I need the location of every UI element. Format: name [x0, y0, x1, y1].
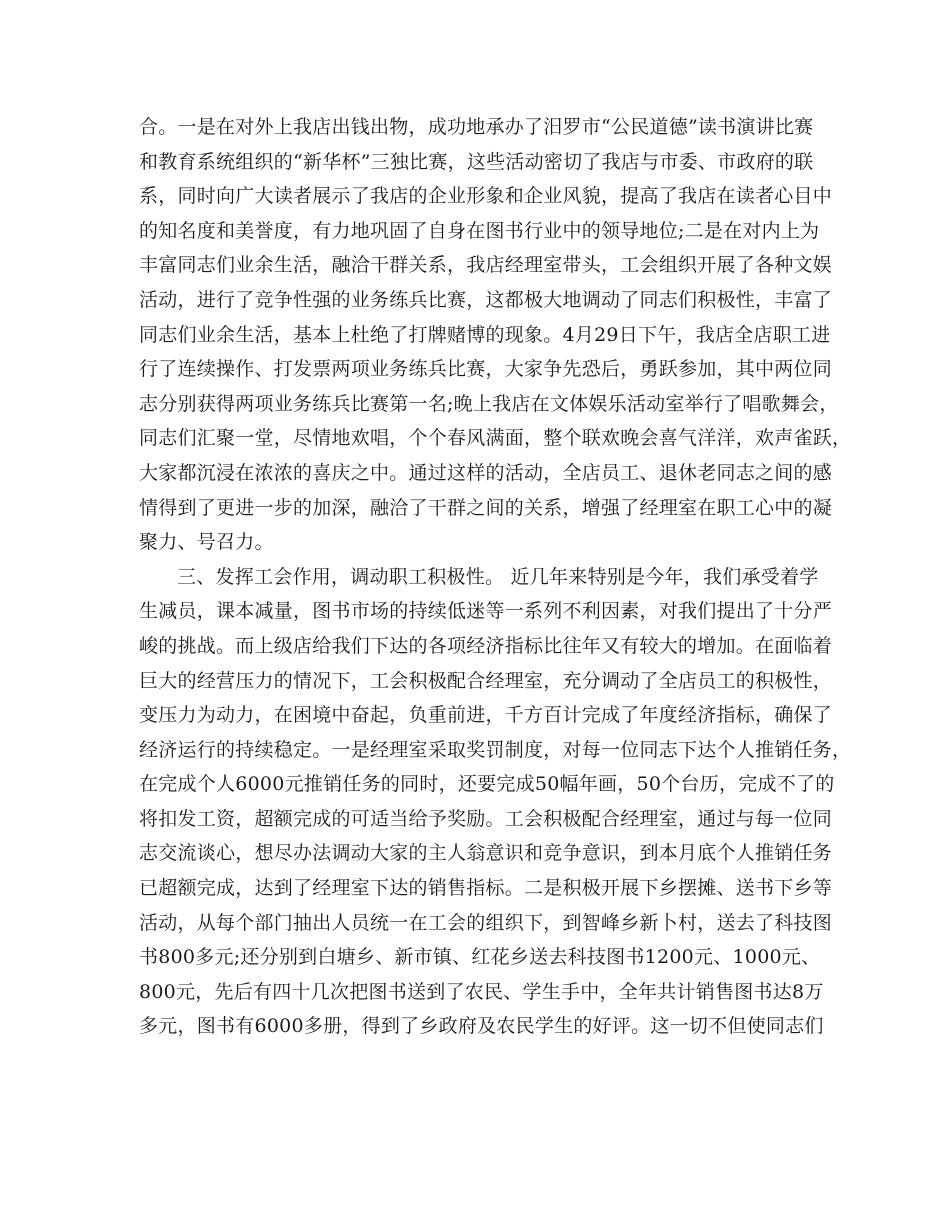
text-line: 多元，图书有6000多册，得到了乡政府及农民学生的好评。这一切不但使同志们 [139, 1015, 824, 1038]
text-line: 峻的挑战。而上级店给我们下达的各项经济指标比往年又有较大的增加。在面临着 [139, 634, 833, 657]
text-line: 聚力、号召力。 [139, 531, 274, 554]
text-line: 经济运行的持续稳定。一是经理室采取奖罚制度，对每一位同志下达个人推销任务， [139, 738, 852, 761]
text-line: 同志们汇聚一堂，尽情地欢唱，个个春风满面，整个联欢晚会喜气洋洋，欢声雀跃， [139, 427, 852, 450]
text-line: 800元，先后有四十几次把图书送到了农民、学生手中，全年共计销售图书达8万 [139, 980, 824, 1003]
text-line: 巨大的经营压力的情况下，工会积极配合经理室，充分调动了全店员工的积极性， [139, 669, 833, 692]
text-line: 书800多元;还分别到白塘乡、新市镇、红花乡送去科技图书1200元、1000元、 [139, 946, 821, 969]
paragraph-section-three [139, 560, 852, 1044]
text-line: 志交流谈心，想尽办法调动大家的主人翁意识和竞争意识，到本月底个人推销任务 [139, 842, 833, 865]
text-line: 系，同时向广大读者展示了我店的企业形象和企业风貌，提高了我店在读者心目中 [139, 185, 833, 208]
text-line: 同志们业余生活，基本上杜绝了打牌赌博的现象。4月29日下午，我店全店职工进 [139, 323, 831, 346]
text-line: 三、发挥工会作用，调动职工积极性。 近几年来特别是今年，我们承受着学 [177, 565, 819, 588]
text-line: 情得到了更进一步的加深，融洽了干群之间的关系，增强了经理室在职工心中的凝 [139, 496, 833, 519]
text-line: 在完成个人6000元推销任务的同时，还要完成50幅年画，50个台历，完成不了的 [139, 773, 835, 796]
text-line: 丰富同志们业余生活，融洽干群关系，我店经理室带头，工会组织开展了各种文娱 [139, 254, 833, 277]
text-line: 变压力为动力，在困境中奋起，负重前进，千方百计完成了年度经济指标，确保了 [139, 704, 833, 727]
paragraph-union-activities [139, 110, 852, 560]
text-line: 的知名度和美誉度，有力地巩固了自身在图书行业中的领导地位;二是在对内上为 [139, 219, 820, 242]
document-body [139, 110, 852, 1044]
text-line: 大家都沉浸在浓浓的喜庆之中。通过这样的活动，全店员工、退休老同志之间的感 [139, 461, 833, 484]
text-line: 志分别获得两项业务练兵比赛第一名;晚上我店在文体娱乐活动室举行了唱歌舞会， [139, 392, 839, 415]
text-line: 行了连续操作、打发票两项业务练兵比赛，大家争先恐后，勇跃参加，其中两位同 [139, 358, 833, 381]
text-line: 和教育系统组织的“新华杯”三独比赛，这些活动密切了我店与市委、市政府的联 [139, 150, 814, 173]
text-line: 活动，进行了竞争性强的业务练兵比赛，这都极大地调动了同志们积极性，丰富了 [139, 288, 833, 311]
text-line: 生减员，课本减量，图书市场的持续低迷等一系列不利因素，对我们提出了十分严 [139, 600, 833, 623]
text-line: 活动，从每个部门抽出人员统一在工会的组织下，到智峰乡新卜村，送去了科技图 [139, 911, 833, 934]
text-line: 已超额完成，达到了经理室下达的销售指标。二是积极开展下乡摆摊、送书下乡等 [139, 877, 833, 900]
text-line: 合。一是在对外上我店出钱出物，成功地承办了汨罗市“公民道德”读书演讲比赛 [139, 116, 814, 138]
text-line: 将扣发工资，超额完成的可适当给予奖励。工会积极配合经理室，通过与每一位同 [139, 807, 833, 830]
